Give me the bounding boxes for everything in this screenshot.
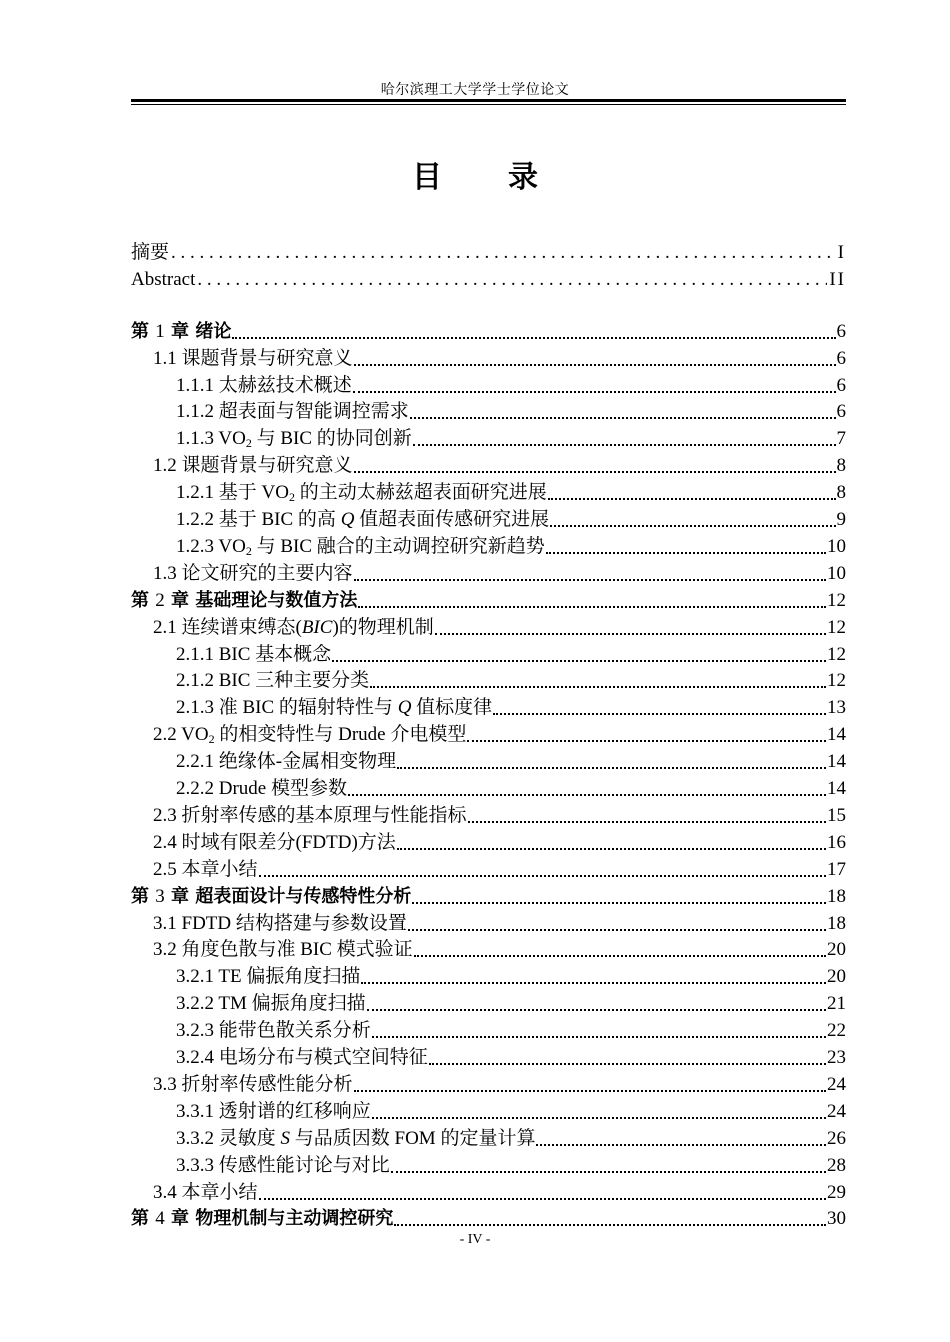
toc-entry-1-1[interactable]: 1.1 课题背景与研究意义 6 bbox=[153, 348, 846, 369]
toc-entry-1-2-3[interactable]: 1.2.3 $VO_2$ 与 BIC 融合的主动调控研究新趋势 10 bbox=[176, 536, 846, 558]
toc-entry-2-1-3[interactable]: 2.1.3 准 BIC 的辐射特性与 Q 值标度律 13 bbox=[176, 697, 846, 718]
toc-entry-2-2-1[interactable]: 2.2.1 绝缘体-金属相变物理 14 bbox=[176, 751, 846, 772]
toc-title: 目 录 bbox=[412, 160, 538, 195]
toc-entry-2-1-2[interactable]: 2.1.2 BIC 三种主要分类 12 bbox=[176, 670, 846, 691]
toc-entry-1-2[interactable]: 1.2 课题背景与研究意义 8 bbox=[153, 455, 846, 476]
running-header: 哈尔滨理工大学学士学位论文 bbox=[380, 83, 570, 98]
toc-entry-1-1-3[interactable]: 1.1.3 $VO_2$ 与 BIC 的协同创新 7 bbox=[176, 428, 846, 450]
toc-entry-3-3-3[interactable]: 3.3.3 传感性能讨论与对比 28 bbox=[176, 1155, 846, 1176]
toc-entry-1-2-1[interactable]: 1.2.1 基于 $VO_2$ 的主动太赫兹超表面研究进展 8 bbox=[176, 482, 846, 504]
toc-entry-3-2-3[interactable]: 3.2.3 能带色散关系分析 22 bbox=[176, 1020, 846, 1041]
toc-entry-1-1-2[interactable]: 1.1.2 超表面与智能调控需求 6 bbox=[176, 401, 846, 422]
toc-entry-1-2-2[interactable]: 1.2.2 基于 BIC 的高 Q 值超表面传感研究进展 9 bbox=[176, 509, 846, 530]
toc-entry-2-2-2[interactable]: 2.2.2 Drude 模型参数 14 bbox=[176, 778, 846, 799]
toc-entry-2-4[interactable]: 2.4 时域有限差分(FDTD)方法 16 bbox=[153, 832, 846, 853]
toc-entry-chapter-3[interactable]: 第 3 章 超表面设计与传感特性分析 18 bbox=[131, 886, 846, 907]
page-number-footer: - IV - bbox=[459, 1232, 491, 1247]
toc-entry-3-1[interactable]: 3.1 FDTD 结构搭建与参数设置 18 bbox=[153, 913, 846, 934]
toc-entry-chapter-2[interactable]: 第 2 章 基础理论与数值方法 12 bbox=[131, 590, 846, 611]
toc-entry-abstract-cn[interactable]: 摘要 . . . I bbox=[131, 240, 846, 266]
toc-entry-1-3[interactable]: 1.3 论文研究的主要内容 10 bbox=[153, 563, 846, 584]
header-rule-thick bbox=[131, 99, 846, 102]
toc-entry-3-3-1[interactable]: 3.3.1 透射谱的红移响应 24 bbox=[176, 1101, 846, 1122]
toc-entry-3-3-2[interactable]: 3.3.2 灵敏度 S 与品质因数 FOM 的定量计算 26 bbox=[176, 1128, 846, 1149]
toc-entry-3-4[interactable]: 3.4 本章小结 29 bbox=[153, 1182, 846, 1203]
toc-entry-1-1-1[interactable]: 1.1.1 太赫兹技术概述 6 bbox=[176, 375, 846, 396]
toc-entry-2-2[interactable]: 2.2 $VO_2$ 的相变特性与 Drude 介电模型 14 bbox=[153, 724, 846, 746]
toc-entry-chapter-1[interactable]: 第 1 章 绪论 6 bbox=[131, 321, 846, 342]
toc-entry-3-2-2[interactable]: 3.2.2 TM 偏振角度扫描 21 bbox=[176, 993, 846, 1014]
toc-entry-3-3[interactable]: 3.3 折射率传感性能分析 24 bbox=[153, 1074, 846, 1095]
toc-entry-2-1[interactable]: 2.1 连续谱束缚态(BIC)的物理机制 12 bbox=[153, 617, 846, 638]
toc-entry-2-1-1[interactable]: 2.1.1 BIC 基本概念 12 bbox=[176, 644, 846, 665]
header-rule-thin bbox=[131, 104, 846, 105]
toc-entry-3-2[interactable]: 3.2 角度色散与准 BIC 模式验证 20 bbox=[153, 939, 846, 960]
toc-entry-abstract-en[interactable]: Abstract . . . II bbox=[131, 267, 846, 293]
toc-entry-2-5[interactable]: 2.5 本章小结 17 bbox=[153, 859, 846, 880]
toc-entry-3-2-1[interactable]: 3.2.1 TE 偏振角度扫描 20 bbox=[176, 966, 846, 987]
toc-entry-2-3[interactable]: 2.3 折射率传感的基本原理与性能指标 15 bbox=[153, 805, 846, 826]
toc-entry-3-2-4[interactable]: 3.2.4 电场分布与模式空间特征 23 bbox=[176, 1047, 846, 1068]
toc-entry-chapter-4[interactable]: 第 4 章 物理机制与主动调控研究 30 bbox=[131, 1208, 846, 1229]
